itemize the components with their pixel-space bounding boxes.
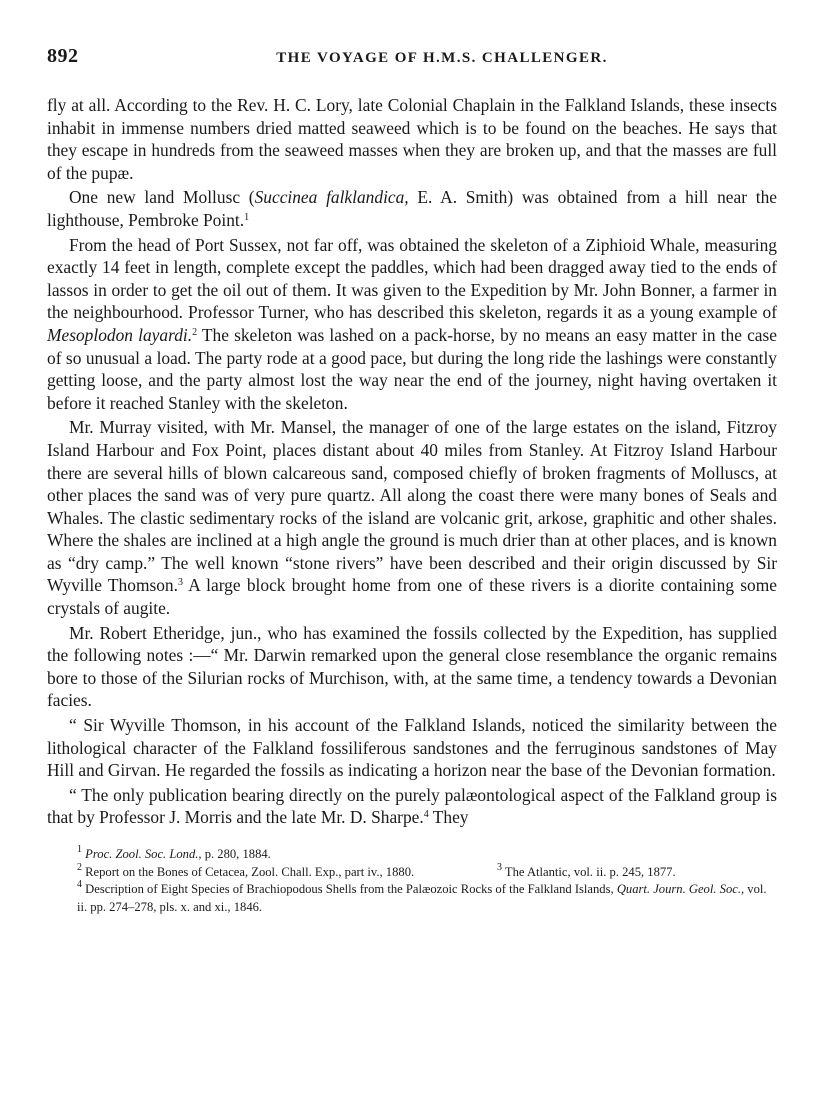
footnote-1: $^1$ Proc. Zool. Soc. Lond., p. 280, 1884. [77, 844, 271, 861]
paragraph-3: From the head of Port Sussex, not far off, was obtained the skeleton of a Ziphioid Whale, measuring exactly 14 feet in length, complete except the paddles, which had been dragged away tied to the ends of lassos in order to get the oil out of them. It was given to the Expedition by Mr. John Bonner, a farmer in the neighbourhood. Professor Turner, who has described this skeleton, regards it as a young example of Mesoplodon layardi.$^2$ The skeleton was lashed on a pack-horse, by no means an easy matter in the case of so unusual a load. The party rode at a good pace, but during the long ride the lashings were constantly getting loose, and the party almost lost the way near the end of the journey, night having overtaken it before it reached Stanley with the skeleton. [47, 234, 777, 413]
paragraph-4: Mr. Murray visited, with Mr. Mansel, the manager of one of the large estates on the island, Fitzroy Island Harbour and Fox Point, places distant about 40 miles from Stanley. At Fitzroy Island Harbour there are several hills of blown calcareous sand, composed chiefly of broken fragments of Molluscs, at other places the sand was of very pure quartz. All along the coast there were many bones of Seals and Whales. The clastic sedimentary rocks of the island are volcanic grit, arkose, graphitic and other shales. Where the shales are inclined at a high angle the ground is much drier than at other places, and is known as “dry camp.” The well known “stone rivers” have been described and their origin discussed by Sir Wyville Thomson.$^3$ A large block brought home from one of these rivers is a diorite containing some crystals of augite. [47, 417, 777, 619]
book-page [47, 40, 777, 916]
paragraph-6: “ Sir Wyville Thomson, in his account of the Falkland Islands, noticed the similarity between the lithological character of the Falkland fossiliferous sandstones and the ferruginous sandstones of May Hill and Girvan. He regarded the fossils as indicating a horizon near the base of the Devonian formation. [47, 715, 777, 781]
footnote-ref-1: 1 [244, 211, 250, 223]
footnote-ref-2: 2 [192, 326, 198, 338]
footnote-ref-3: 3 [177, 577, 183, 589]
page-number: 892 [47, 45, 79, 67]
paragraph-2: One new land Mollusc (Succinea falklandica, E. A. Smith) was obtained from a hill near the lighthouse, Pembroke Point.$^1$ [47, 187, 777, 230]
running-title: THE VOYAGE OF H.M.S. CHALLENGER. [276, 50, 608, 66]
species-name: Mesoplodon layardi. [47, 324, 193, 345]
paragraph-7: “ The only publication bearing directly on the purely palæontological aspect of the Falkland group is that by Professor J. Morris and the late Mr. D. Sharpe.$^4$ They [47, 784, 777, 828]
body-text [47, 94, 777, 829]
footnote-ref-4: 4 [423, 809, 429, 821]
paragraph-1: fly at all. According to the Rev. H. C. Lory, late Colonial Chaplain in the Falkland Islands, these insects inhabit in immense numbers dried matted seaweed which is to be found on the beaches. He says that they escape in hundreds from the seaweed masses when they are broken up, and that the masses are full of the pupæ. [47, 95, 777, 183]
footnote-row-2-3 [47, 861, 777, 882]
species-name: Succinea falklandica, [254, 187, 409, 208]
footnotes [47, 846, 777, 916]
footnote-2: $^2$ Report on the Bones of Cetacea, Zool. Chall. Exp., part iv., 1880. [77, 861, 415, 879]
footnote-3: $^3$ The Atlantic, vol. ii. p. 245, 1877. [497, 861, 676, 879]
paragraph-5: Mr. Robert Etheridge, jun., who has examined the fossils collected by the Expedition, has supplied the following notes :—“ Mr. Darwin remarked upon the general close resemblance the organic remains bore to those of the Silurian rocks of Murchison, with, at the same time, a tendency towards a Devonian facies. [47, 622, 777, 711]
page-header [47, 40, 777, 70]
footnote-4: $^4$ Description of Eight Species of Brachiopodous Shells from the Palæozoic Rocks of the Falkland Islands, Quart. Journ. Geol. Soc., vol. ii. pp. 274–278, pls. x. and xi., 1846. [77, 879, 767, 914]
